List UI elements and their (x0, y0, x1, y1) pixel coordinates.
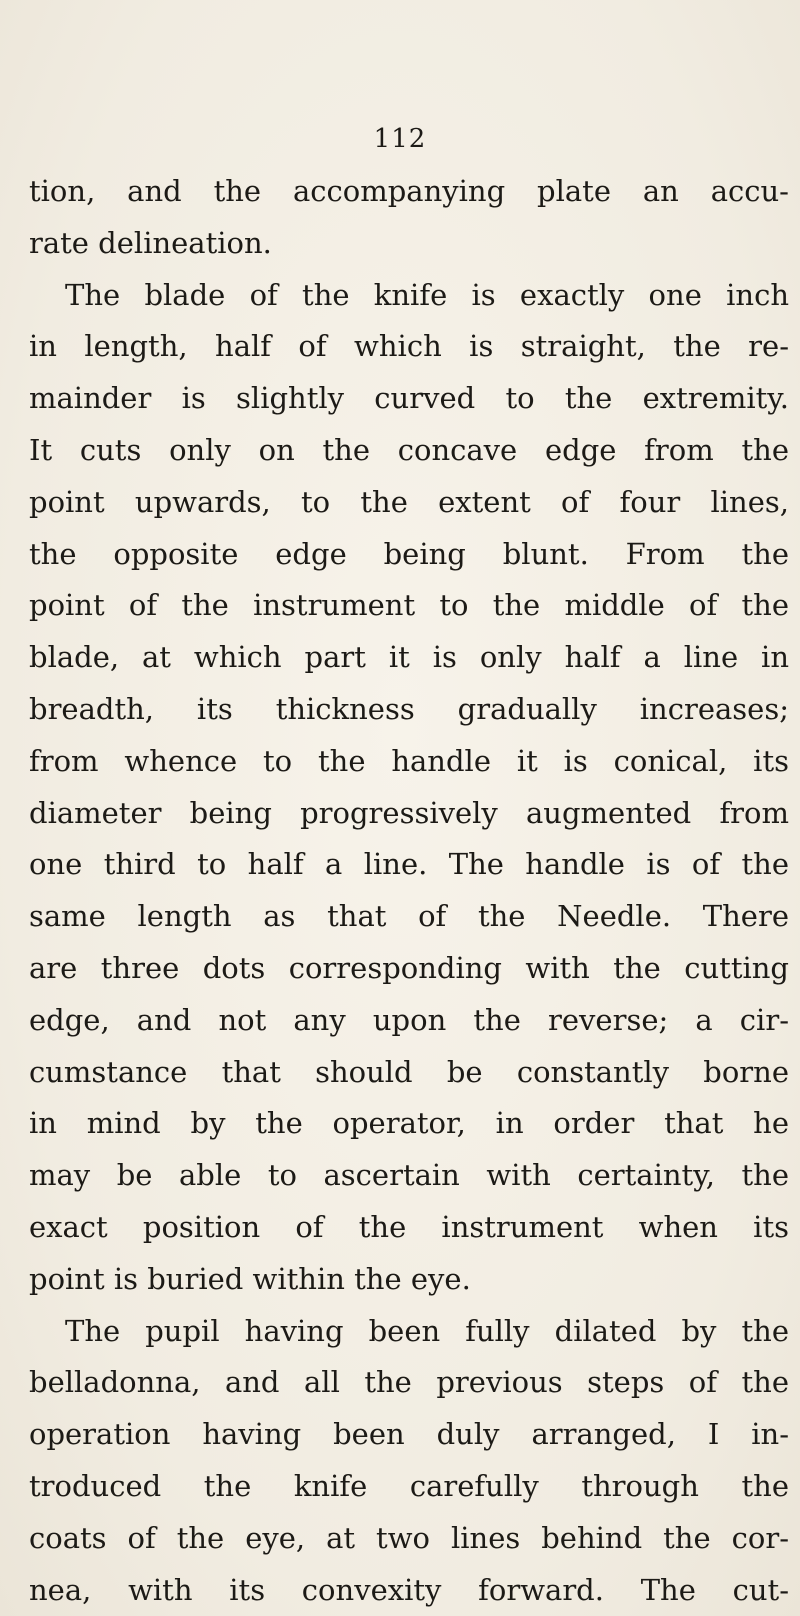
text-line: rate delineation. (29, 225, 272, 260)
text-line: the opposite edge being blunt. From the (29, 536, 789, 571)
text-line: from whence to the handle it is conical, its (29, 743, 789, 778)
text-line: in length, half of which is straight, the re- (29, 329, 789, 364)
text-line: diameter being progressively augmented from (29, 795, 789, 830)
text-line: nea, with its convexity forward. The cut- (29, 1572, 789, 1607)
text-line: mainder is slightly curved to the extremity. (29, 381, 789, 416)
text-line: The blade of the knife is exactly one inch (65, 277, 789, 312)
text-line: in mind by the operator, in order that he (29, 1106, 789, 1141)
text-line: are three dots corresponding with the cutting (29, 950, 789, 985)
text-line: operation having been duly arranged, I in- (29, 1417, 789, 1452)
text-line: exact position of the instrument when its (29, 1209, 789, 1244)
text-line: coats of the eye, at two lines behind the cor- (29, 1520, 789, 1555)
text-line: point upwards, to the extent of four lines, (29, 484, 789, 519)
text-line: same length as that of the Needle. There (29, 899, 789, 934)
text-line: The pupil having been fully dilated by the (65, 1313, 789, 1348)
text-line: tion, and the accompanying plate an accu- (29, 174, 789, 208)
text-line: cumstance that should be constantly borne (29, 1054, 789, 1089)
text-line: point of the instrument to the middle of the (29, 588, 789, 623)
page-number: 112 (373, 124, 427, 154)
text-line: edge, and not any upon the reverse; a cir- (29, 1002, 789, 1037)
text-line: breadth, its thickness gradually increases; (29, 691, 789, 726)
body-text (29, 166, 789, 1616)
text-line: troduced the knife carefully through the (29, 1468, 789, 1503)
text-line: blade, at which part it is only half a line in (29, 640, 789, 675)
text-line: It cuts only on the concave edge from the (29, 432, 789, 467)
text-line: belladonna, and all the previous steps of the (29, 1365, 789, 1400)
text-line: point is buried within the eye. (29, 1261, 471, 1296)
text-line: may be able to ascertain with certainty, the (29, 1158, 789, 1193)
text-line: one third to half a line. The handle is of the (29, 847, 789, 882)
